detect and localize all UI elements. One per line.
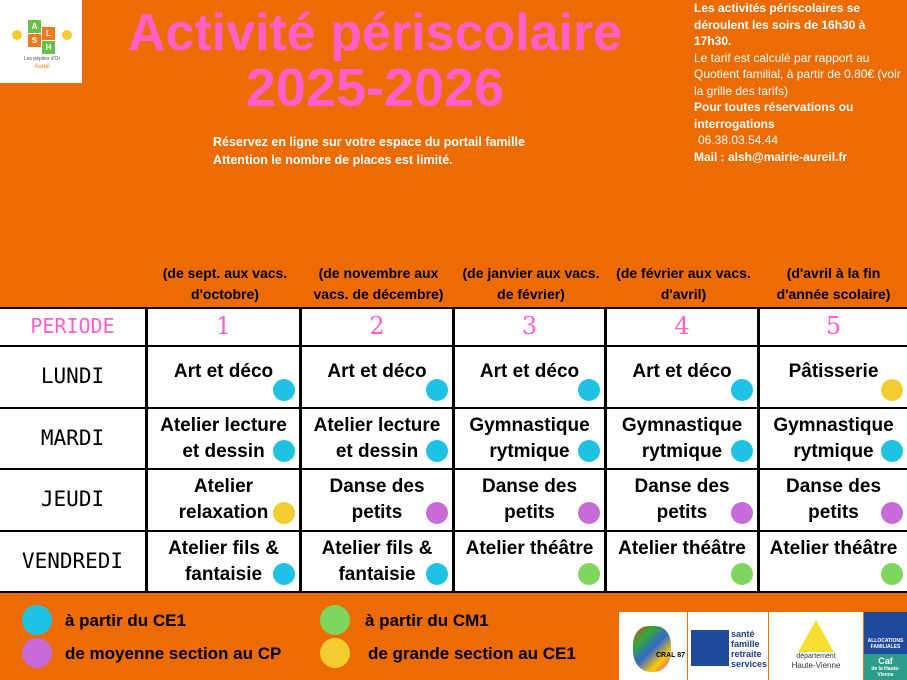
logo-letter: L [42,27,55,40]
day-label [0,470,148,532]
age-dot-gs_ce1 [881,379,903,401]
day-label-label: VENDREDI [21,549,124,573]
logo-town: Aureil [34,64,50,70]
activity-cell-label: Danse des petits [329,476,425,523]
activity-cell [607,347,760,409]
age-dot-ce1 [426,440,448,462]
msa-text: famille [731,639,760,649]
activity-cell-label: Gymnastique rytmique [469,415,590,462]
period-range: (de sept. aux vacs. d'octobre) [162,265,288,302]
activity-cell [455,532,607,593]
activity-cell [148,347,302,409]
activity-cell-label: Atelier fils & fantaisie [168,538,279,585]
activity-cell-label: Art et déco [632,361,732,382]
activity-cell-label: Gymnastique rytmique [773,415,894,462]
activity-cell-label: Atelier lecture et dessin [313,415,441,462]
legend-label: de moyenne section au CP [65,644,282,663]
legend-dot-ce1 [22,605,52,635]
period-range: (de février aux vacs. d'avril) [616,265,751,302]
cral-logo [619,612,687,680]
activity-cell [607,470,760,532]
age-dot-ce1 [578,440,600,462]
info-box [694,0,904,165]
phone-number: 06.38.03.54.44 [698,133,779,147]
subtitle-line: Réservez en ligne sur votre espace du portail famille [213,135,525,149]
msa-text: services [731,659,768,669]
age-dot-ce1 [731,440,753,462]
age-dot-ce1 [273,379,295,401]
age-dot-ce1 [426,563,448,585]
activity-cell [760,347,907,409]
activity-cell-label: Danse des petits [785,476,882,523]
activity-cell [760,470,907,532]
age-dot-ms_cp [578,502,600,524]
activity-cell-label: Atelier relaxation [178,476,269,523]
period-number [607,309,760,347]
periode-header [0,309,148,347]
activity-cell-label: Atelier théâtre [769,538,898,559]
msa-mark-icon [691,630,729,666]
logo-letter: H [42,41,55,54]
age-dot-cm1 [731,563,753,585]
activity-cell [148,532,302,593]
caf-logo [864,612,907,680]
activity-cell [607,532,760,593]
period-number [760,309,907,347]
subtitle-line: Attention le nombre de places est limité. [213,153,453,167]
period-number [302,309,455,347]
mail-text: Mail : alsh@mairie-aureil.fr [694,149,848,164]
day-label-label: MARDI [40,426,105,450]
period-number-label: 2 [369,312,385,340]
caf-text: ALLOCATIONS FAMILIALES [867,638,904,650]
age-dot-ms_cp [881,502,903,524]
age-dot-gs_ce1 [273,502,295,524]
activity-cell [302,532,455,593]
activity-cell [302,409,455,470]
hours-text: Les activités périscolaires se déroulent les soirs de 16h30 à 17h30. [694,1,866,48]
dept-text: département [796,653,836,660]
periode-header-label: PERIODE [30,314,115,338]
tarif-text: Le tarif est calculé par rapport au Quotient familial, à partir de 0.80€ (voir la grille des tarifs) [694,50,901,98]
subtitle [213,133,525,169]
age-dot-ce1 [273,563,295,585]
age-dot-ce1 [578,379,600,401]
legend-dot-ms_cp [22,638,52,668]
activity-cell [148,470,302,532]
haute-vienne-logo [769,612,863,680]
activity-cell [760,409,907,470]
caf-text: de la Haute-Vienne [871,666,900,678]
period-number-label: 3 [521,312,538,340]
logo-face-icon [12,30,22,40]
logo-letter: S [28,34,41,47]
activity-cell-label: Art et déco [173,361,274,382]
page-title [95,6,655,116]
activity-cell [760,532,907,593]
activity-cell-label: Danse des petits [481,476,578,523]
activity-cell-label: Gymnastique rytmique [621,415,743,462]
period-number-label: 1 [215,312,232,340]
contact-label: Pour toutes réservations ou interrogations [694,100,854,131]
hand-icon [633,626,671,672]
legend-dot-gs_ce1 [320,638,350,668]
activity-cell [455,347,607,409]
activity-cell-label: Atelier théâtre [618,538,746,559]
legend-label: de grande section au CE1 [368,644,576,663]
activity-cell [302,470,455,532]
msa-text: retraite [731,649,762,659]
alsh-logo [0,0,82,83]
age-dot-cm1 [578,563,600,585]
cral-text: CRAL 87 [655,652,685,659]
period-range: (d'avril à la fin d'année scolaire) [776,265,891,302]
activity-cell-label: Pâtisserie [788,361,879,382]
day-label [0,409,148,470]
activity-cell-label: Danse des petits [634,476,730,523]
age-dot-ms_cp [426,502,448,524]
activity-cell [302,347,455,409]
dept-text: Haute-Vienne [791,661,841,670]
period-number [455,309,607,347]
activity-cell [455,409,607,470]
activity-cell [148,409,302,470]
activity-cell [607,409,760,470]
day-label [0,532,148,593]
legend-label: à partir du CE1 [65,611,186,630]
dept-mark-icon [798,620,834,652]
legend-dot-cm1 [320,605,350,635]
age-dot-ce1 [273,440,295,462]
period-range: (de novembre aux vacs. de décembre) [313,265,444,302]
age-dot-ce1 [426,379,448,401]
title-line: Activité périscolaire [127,4,623,62]
age-dot-ce1 [881,440,903,462]
activity-cell-label: Art et déco [327,361,427,382]
logo-caption: Les pépites d'Or [23,56,61,62]
age-dot-ce1 [731,379,753,401]
activity-cell-label: Atelier fils & fantaisie [321,538,433,585]
day-label-label: JEUDI [40,487,105,511]
activity-cell-label: Art et déco [479,361,580,382]
activity-cell-label: Atelier lecture et dessin [160,415,287,462]
caf-text: Caf [878,656,893,666]
msa-text: santé [731,629,755,639]
day-label-label: LUNDI [40,364,105,388]
title-year: 2025-2026 [245,58,505,118]
age-dot-cm1 [881,563,903,585]
period-number-label: 4 [674,312,690,340]
day-label [0,347,148,409]
activity-cell [455,470,607,532]
logo-letter: A [28,20,41,33]
period-number [148,309,302,347]
age-dot-ms_cp [731,502,753,524]
period-number-label: 5 [825,312,842,340]
activity-cell-label: Atelier théâtre [465,538,594,559]
msa-logo [688,612,768,680]
legend-label: à partir du CM1 [365,611,489,630]
schedule-table [0,307,907,593]
period-range: (de janvier aux vacs. de février) [462,265,600,302]
logo-face-icon [62,30,72,40]
